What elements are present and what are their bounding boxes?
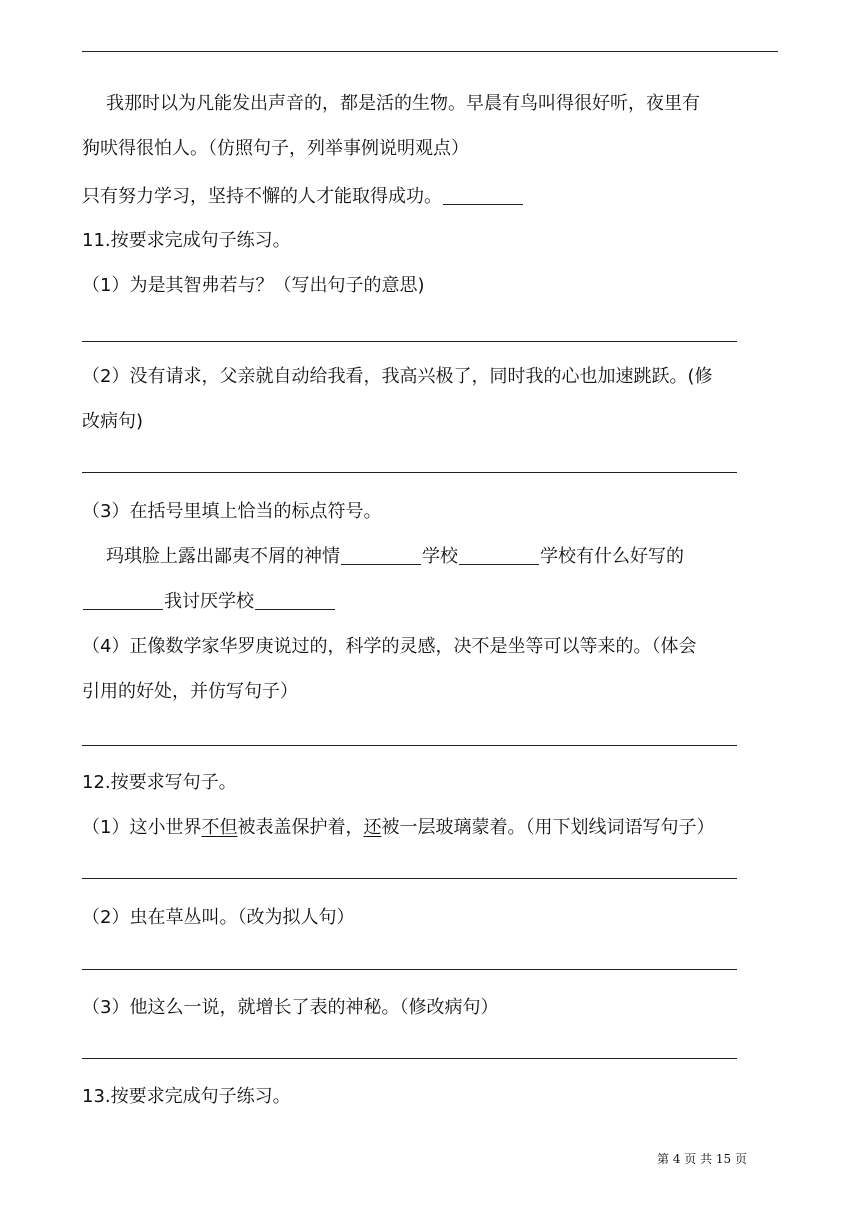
q11-part-4-line-1: （4）正像数学家华罗庚说过的，科学的灵感，决不是坐等可以等来的。（体会	[82, 636, 697, 657]
header-rule	[82, 51, 778, 52]
punctuation-blank-4[interactable]	[255, 591, 335, 610]
q11-part-1: （1）为是其智弗若与？（写出句子的意思)	[82, 275, 425, 296]
underlined-word-1: 不但	[201, 817, 238, 838]
q12-part-1-c: 被一层玻璃蒙着。（用下划线词语写句子）	[381, 817, 715, 838]
q11-part-3-sentence	[106, 545, 684, 569]
q13-heading: 13.按要求完成句子练习。	[82, 1086, 291, 1107]
q12-part-3: （3）他这么一说，就增长了表的神秘。（修改病句）	[82, 997, 499, 1018]
q11-part-4-line-2: 引用的好处，并仿写句子）	[82, 681, 298, 702]
q12-part-2: （2）虫在草丛叫。（改为拟人句）	[82, 907, 355, 928]
punctuation-blank-3[interactable]	[83, 591, 163, 610]
page-number: 第 4 页 共 15 页	[657, 1152, 747, 1166]
q11-part-3-seg-1: 玛琪脸上露出鄙夷不屑的神情	[106, 546, 340, 567]
q11-answer-line-4[interactable]	[82, 745, 737, 746]
intro-line-3-text: 只有努力学习，坚持不懈的人才能取得成功。	[82, 186, 442, 207]
q11-part-3-seg-4: 我讨厌学校	[164, 591, 254, 612]
answer-blank[interactable]	[443, 186, 523, 205]
q12-part-1-a: （1）这小世界	[82, 817, 202, 838]
q11-part-3-sentence-cont	[82, 590, 336, 614]
q11-part-2-line-1: （2）没有请求，父亲就自动给我看，我高兴极了，同时我的心也加速跳跃。(修	[82, 366, 713, 387]
q11-answer-line-2[interactable]	[82, 472, 737, 473]
q12-answer-line-2[interactable]	[82, 969, 737, 970]
intro-line-2: 狗吠得很怕人。（仿照句子，列举事例说明观点）	[82, 138, 469, 159]
intro-line-1: 我那时以为凡能发出声音的，都是活的生物。早晨有鸟叫得很好听，夜里有	[106, 93, 700, 114]
q12-part-1	[82, 816, 714, 840]
q12-heading: 12.按要求写句子。	[82, 772, 237, 793]
punctuation-blank-2[interactable]	[459, 546, 539, 565]
q12-answer-line-1[interactable]	[82, 878, 737, 879]
q11-part-3-seg-2: 学校	[422, 546, 458, 567]
punctuation-blank-1[interactable]	[341, 546, 421, 565]
q11-part-3-seg-3: 学校有什么好写的	[540, 546, 684, 567]
intro-line-3	[82, 185, 524, 209]
q12-answer-line-3[interactable]	[82, 1058, 737, 1059]
q11-part-2-line-2: 改病句)	[82, 411, 144, 432]
underlined-word-2: 还	[363, 817, 382, 838]
q11-answer-line-1[interactable]	[82, 341, 737, 342]
q11-part-3: （3）在括号里填上恰当的标点符号。	[82, 501, 382, 522]
q12-part-1-b: 被表盖保护着，	[237, 817, 364, 838]
q11-heading: 11.按要求完成句子练习。	[82, 230, 291, 251]
